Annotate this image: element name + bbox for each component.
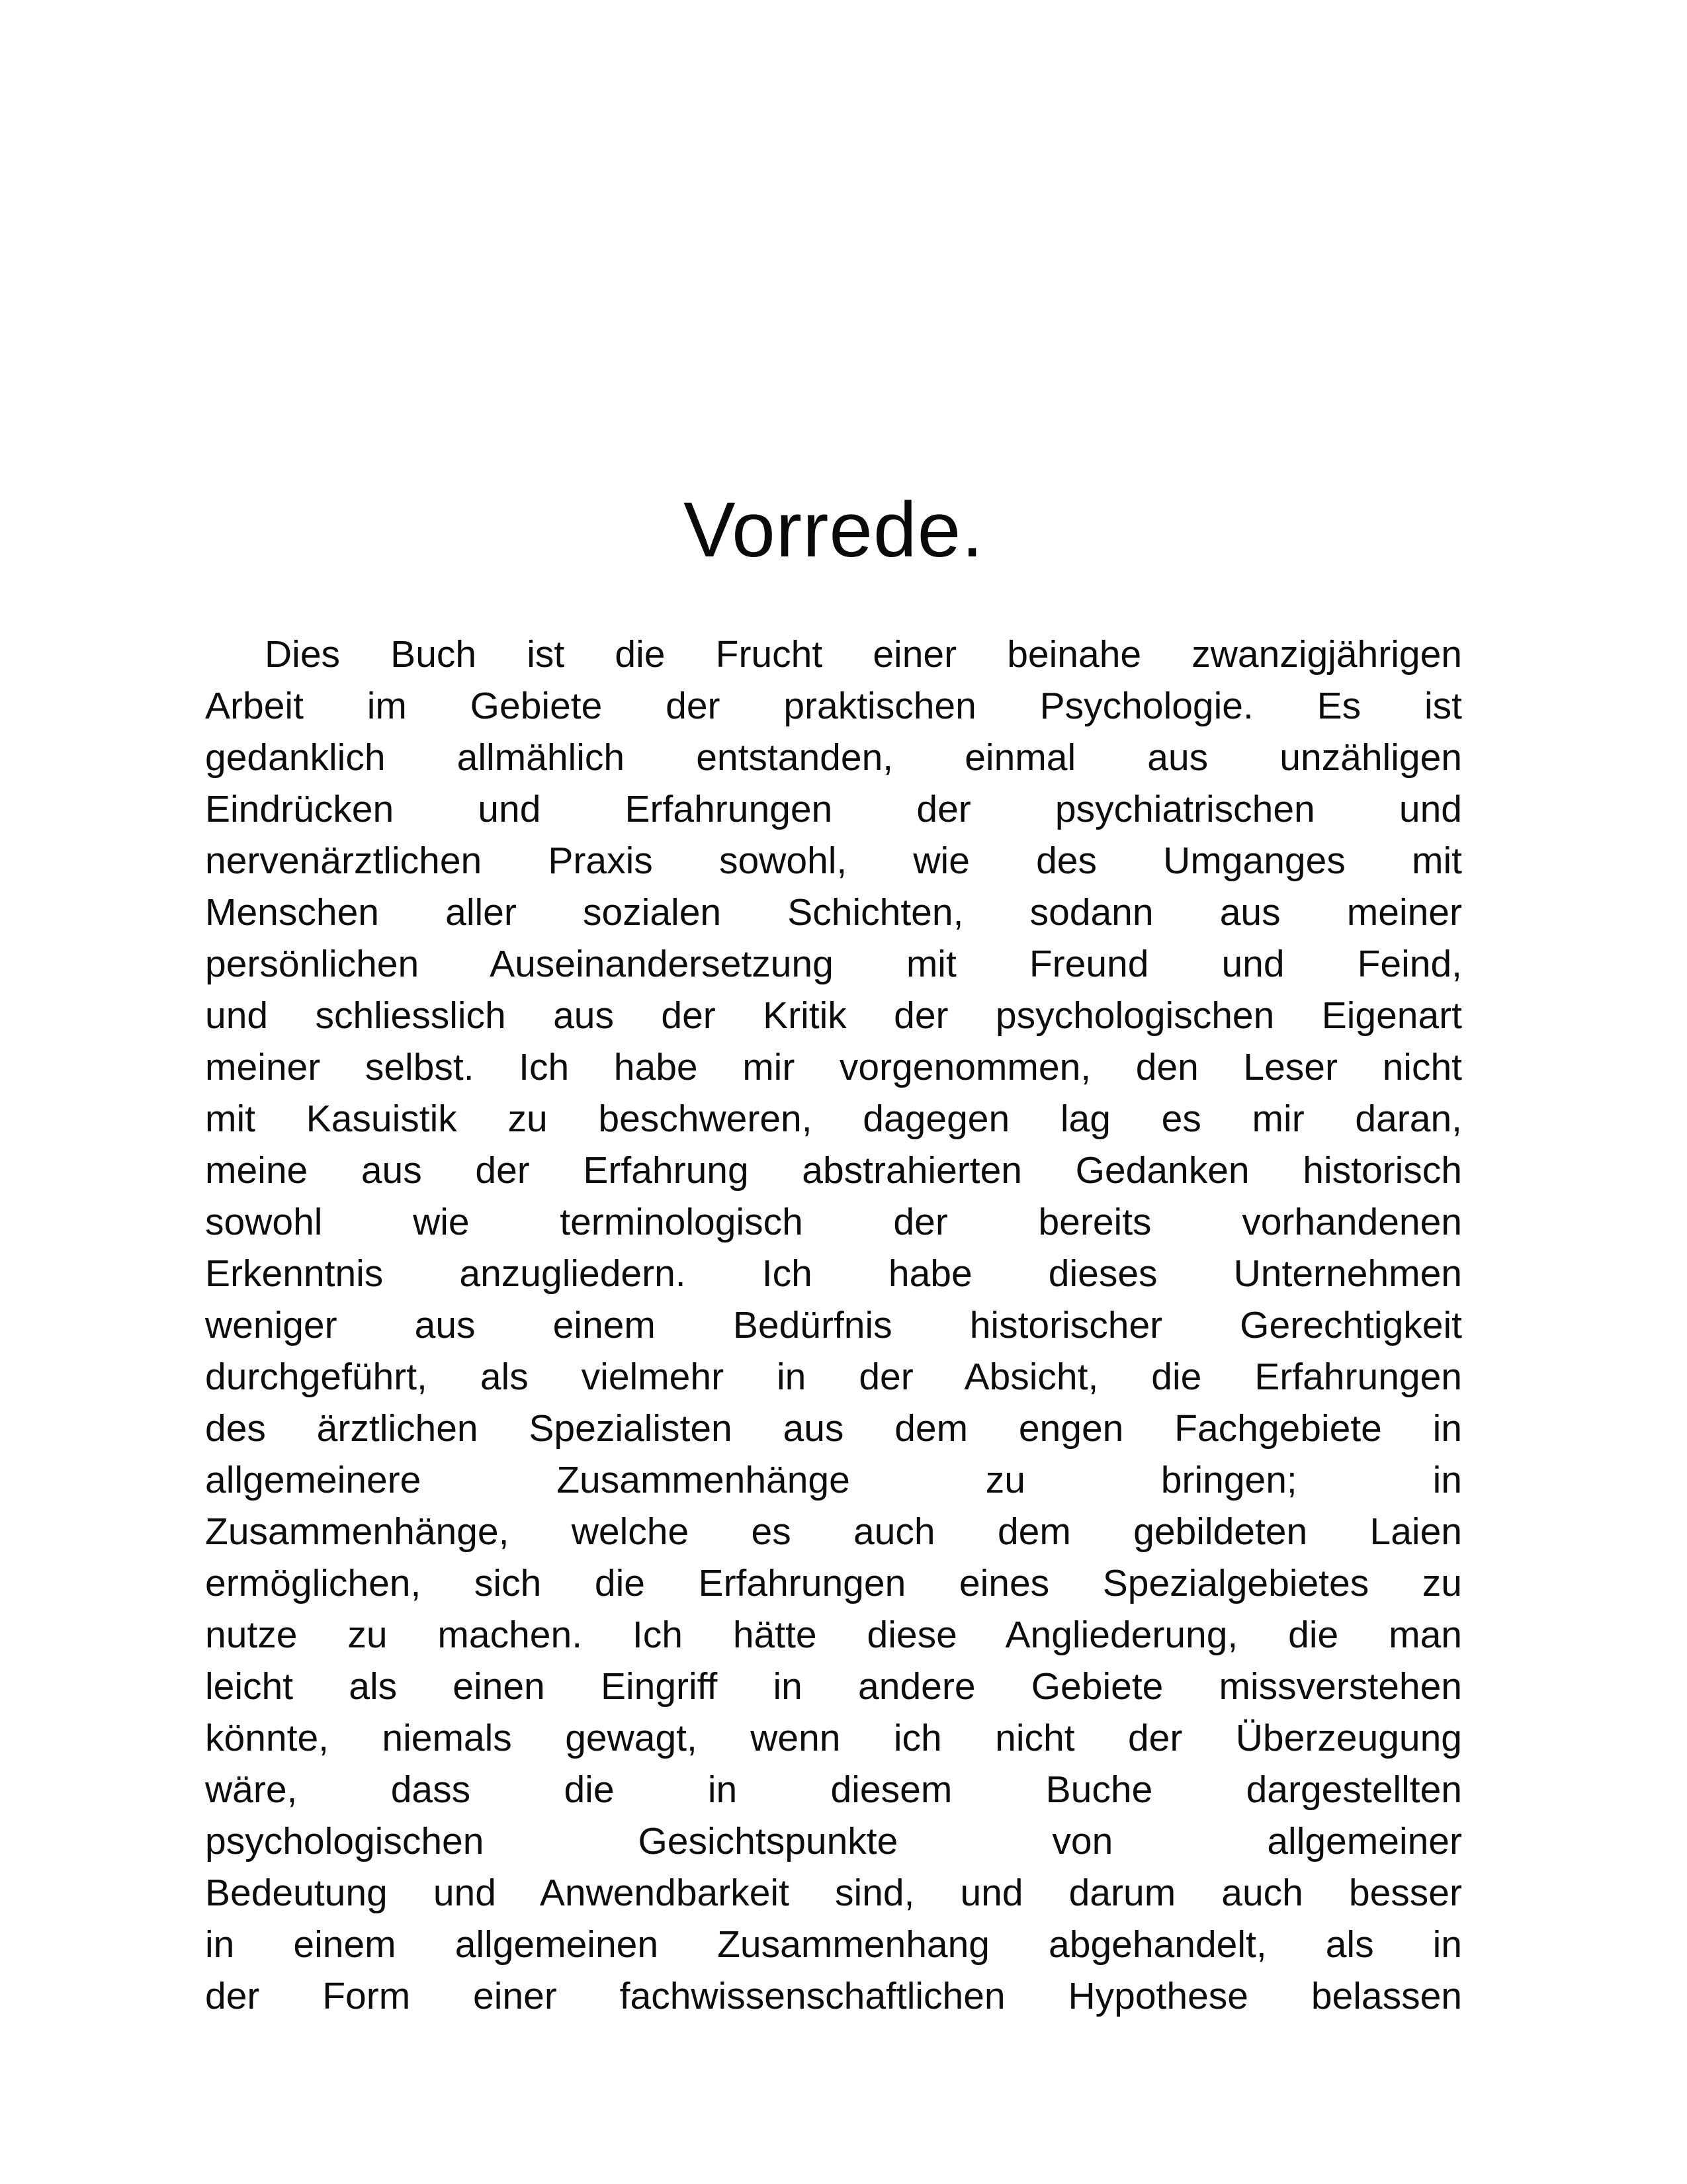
text-line: mit Kasuistik zu beschweren, dagegen lag es mir daran, [205,1097,1462,1140]
text-line: ermöglichen, sich die Erfahrungen eines Spezialgebietes zu [205,1561,1462,1604]
text-line: Arbeit im Gebiete der praktischen Psychologie. Es ist [205,684,1462,727]
text-line: Menschen aller sozialen Schichten, sodann aus meiner [205,891,1462,934]
text-line: der Form einer fachwissenschaftlichen Hypothese belassen [205,1974,1462,2017]
text-line: Zusammenhänge, welche es auch dem gebildeten Laien [205,1510,1462,1553]
text-line: und schliesslich aus der Kritik der psychologischen Eigenart [205,994,1462,1037]
text-line: leicht als einen Eingriff in andere Gebiete missverstehen [205,1665,1462,1708]
text-line: nervenärztlichen Praxis sowohl, wie des Umganges mit [205,839,1462,882]
text-line: weniger aus einem Bedürfnis historischer Gerechtigkeit [205,1303,1462,1346]
text-block [205,486,1462,2022]
text-line: in einem allgemeinen Zusammenhang abgehandelt, als in [205,1923,1462,1966]
text-line: psychologischen Gesichtspunkte von allgemeiner [205,1819,1462,1862]
text-line: allgemeinere Zusammenhänge zu bringen; in [205,1458,1462,1501]
text-line: nutze zu machen. Ich hätte diese Angliederung, die man [205,1613,1462,1656]
text-line: Eindrücken und Erfahrungen der psychiatrischen und [205,787,1462,830]
text-line: Erkenntnis anzugliedern. Ich habe dieses Unternehmen [205,1252,1462,1295]
text-line: Bedeutung und Anwendbarkeit sind, und darum auch besser [205,1871,1462,1914]
text-line: meine aus der Erfahrung abstrahierten Gedanken historisch [205,1149,1462,1192]
text-line: des ärztlichen Spezialisten aus dem engen Fachgebiete in [205,1407,1462,1450]
text-line: Dies Buch ist die Frucht einer beinahe zwanzigjährigen [265,633,1462,676]
paragraph [205,629,1462,2022]
text-line: könnte, niemals gewagt, wenn ich nicht der Überzeugung [205,1716,1462,1759]
text-line: gedanklich allmählich entstanden, einmal aus unzähligen [205,736,1462,779]
page-title: Vorrede. [683,486,984,574]
text-line: meiner selbst. Ich habe mir vorgenommen, den Leser nicht [205,1045,1462,1088]
text-line: wäre, dass die in diesem Buche dargestellten [205,1768,1462,1811]
text-line: sowohl wie terminologisch der bereits vorhandenen [205,1200,1462,1243]
text-line: persönlichen Auseinandersetzung mit Freund und Feind, [205,942,1462,985]
text-line: durchgeführt, als vielmehr in der Absicht, die Erfahrungen [205,1355,1462,1398]
